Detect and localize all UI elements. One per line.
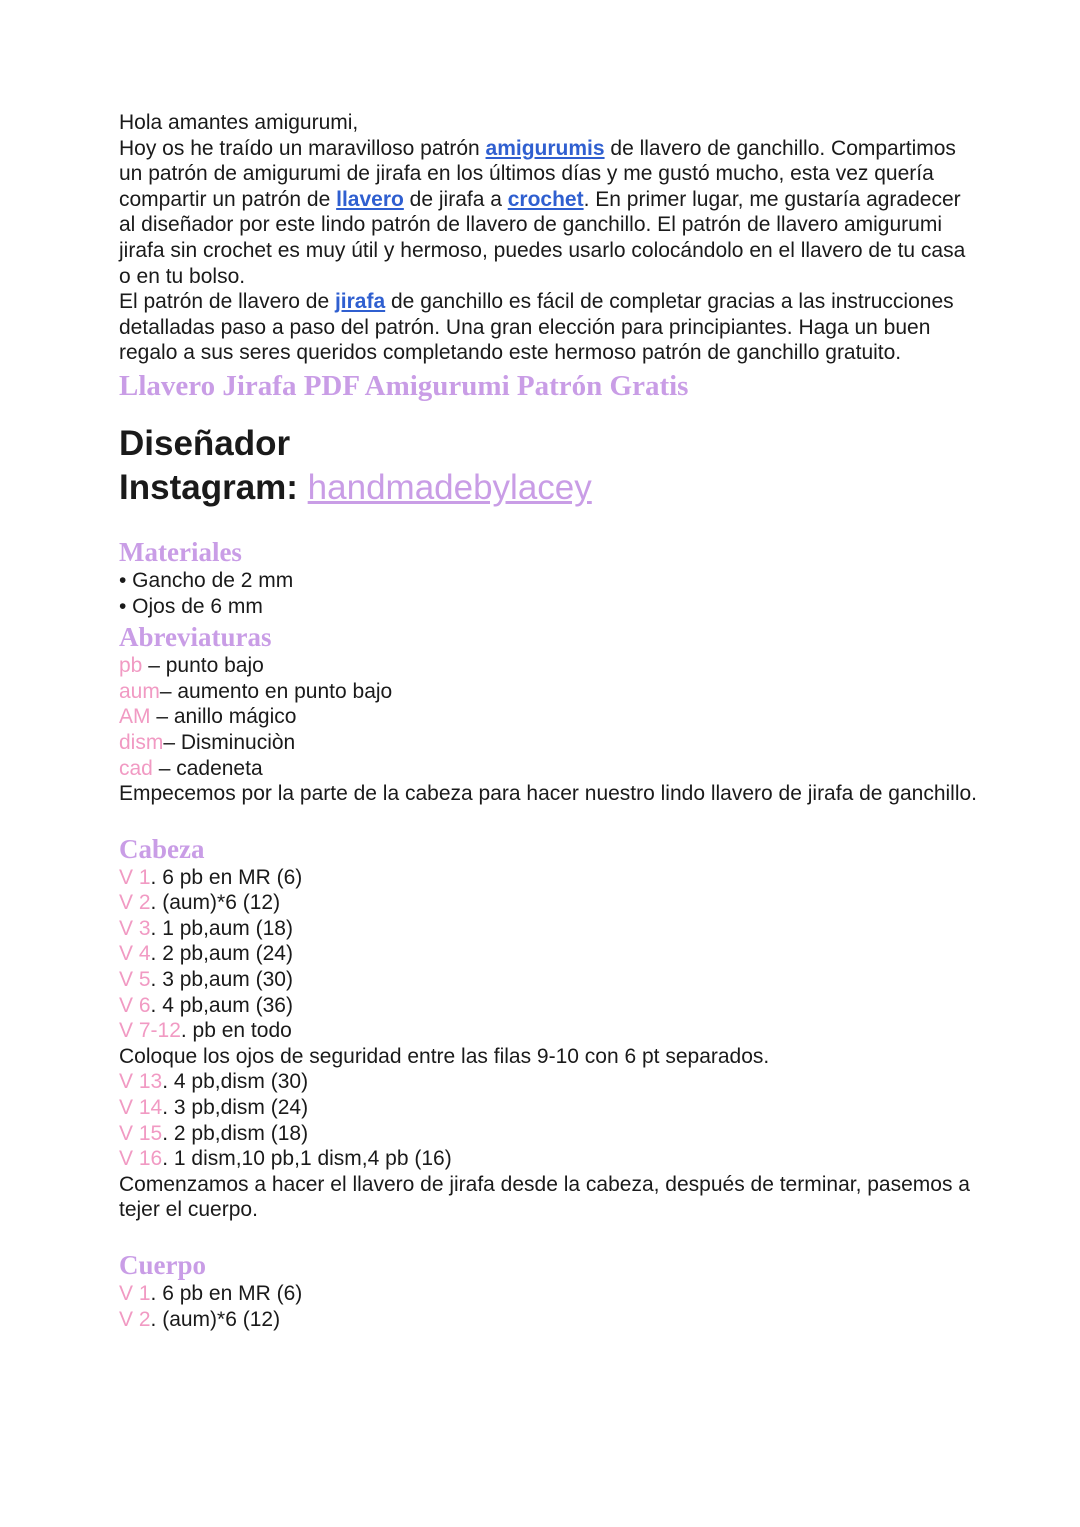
abbreviations-list <box>119 653 979 807</box>
intro-paragraph-2 <box>119 289 979 366</box>
pattern-row <box>119 1018 979 1044</box>
abbreviation-code: AM <box>119 705 151 729</box>
instagram-handle-link[interactable]: handmadebylacey <box>307 467 592 507</box>
pattern-row <box>119 1307 979 1333</box>
abbreviation-item <box>119 679 979 705</box>
pattern-row <box>119 865 979 891</box>
row-instruction: . 3 pb,dism (24) <box>162 1096 309 1120</box>
row-number: V 5 <box>119 968 151 992</box>
page-title: Llavero Jirafa PDF Amigurumi Patrón Gratis <box>119 369 689 402</box>
abbreviation-code: cad <box>119 756 153 780</box>
head-heading: Cabeza <box>119 833 205 864</box>
intro-text: El patrón de llavero de <box>119 290 335 314</box>
row-instruction: . pb en todo <box>180 1019 292 1043</box>
abbreviation-code: aum <box>119 679 160 703</box>
row-number: V 7-12 <box>119 1019 181 1043</box>
eyes-note: Coloque los ojos de seguridad entre las filas 9-10 con 6 pt separados. <box>119 1044 770 1068</box>
abbreviation-item <box>119 653 979 679</box>
crochet-link[interactable]: crochet <box>507 187 584 211</box>
row-instruction: . 4 pb,dism (30) <box>162 1070 309 1094</box>
abbreviation-code: dism <box>119 730 164 754</box>
intro-text: de ganchillo es fácil de completar gracias a las instrucciones detalladas paso a paso del patrón. Una gran elección para principiantes. Haga un buen regalo a sus seres queridos completando este hermoso patrón de ganchillo gratuito. <box>119 290 954 365</box>
row-number: V 3 <box>119 916 151 940</box>
material-item: • Ojos de 6 mm <box>119 594 263 618</box>
abbreviation-item <box>119 756 979 782</box>
pattern-row <box>119 1146 979 1172</box>
intro-paragraph-1 <box>119 136 979 290</box>
abbreviations-heading: Abreviaturas <box>119 622 272 653</box>
pattern-row <box>119 1121 979 1147</box>
instagram-line <box>119 466 979 510</box>
abbreviation-desc: – anillo mágico <box>150 705 297 729</box>
row-number: V 14 <box>119 1096 163 1120</box>
row-number: V 6 <box>119 993 151 1017</box>
document-page <box>119 110 979 1332</box>
row-instruction: . (aum)*6 (12) <box>150 891 281 915</box>
abbreviation-item <box>119 704 979 730</box>
pattern-row <box>119 967 979 993</box>
row-instruction: . 2 pb,aum (24) <box>150 942 293 966</box>
row-number: V 2 <box>119 891 151 915</box>
body-rows <box>119 1281 979 1332</box>
intro-text: Hoy os he traído un maravilloso patrón <box>119 136 486 160</box>
row-instruction: . 6 pb en MR (6) <box>150 1282 303 1305</box>
abbreviation-item <box>119 730 979 756</box>
abbreviation-desc: – punto bajo <box>142 654 264 678</box>
row-instruction: . 3 pb,aum (30) <box>150 968 293 992</box>
pattern-row <box>119 890 979 916</box>
head-end-note: Comenzamos a hacer el llavero de jirafa desde la cabeza, después de terminar, pasemos a tejer el cuerpo. <box>119 1172 970 1222</box>
intro-text: . En primer lugar, me gustaría agradecer al diseñador por este lindo patrón de llavero de ganchillo. El patrón de llavero amigurumi jirafa sin crochet es muy útil y hermoso, puedes usarlo colocándolo en el llavero de tu casa o en tu bolso. <box>119 187 966 288</box>
start-note: Empecemos por la parte de la cabeza para hacer nuestro lindo llavero de jirafa de ganchillo. <box>119 782 978 806</box>
materials-heading: Materiales <box>119 536 242 567</box>
abbreviation-desc: – Disminuciòn <box>163 730 296 754</box>
amigurumis-link[interactable]: amigurumis <box>485 136 605 160</box>
row-number: V 13 <box>119 1070 163 1094</box>
row-number: V 2 <box>119 1307 151 1331</box>
head-rows <box>119 865 979 1223</box>
abbreviation-desc: – cadeneta <box>152 756 263 780</box>
row-number: V 1 <box>119 1282 151 1305</box>
intro-text: de llavero de ganchillo. Compartimos un patrón de amigurumi de jirafa en los últimos días y me gustó mucho, esta vez quería compartir un patrón de <box>119 136 956 211</box>
row-instruction: . 1 pb,aum (18) <box>150 916 293 940</box>
intro-text: de jirafa a <box>403 187 508 211</box>
intro-section <box>119 110 979 366</box>
jirafa-link[interactable]: jirafa <box>334 290 386 314</box>
designer-block <box>119 422 979 510</box>
instagram-label: Instagram: <box>119 467 298 507</box>
material-item: • Gancho de 2 mm <box>119 568 294 592</box>
llavero-link[interactable]: llavero <box>336 187 404 211</box>
row-instruction: . (aum)*6 (12) <box>150 1307 281 1331</box>
row-instruction: . 2 pb,dism (18) <box>162 1121 309 1145</box>
row-number: V 15 <box>119 1121 163 1145</box>
pattern-row <box>119 916 979 942</box>
row-instruction: . 1 dism,10 pb,1 dism,4 pb (16) <box>162 1147 452 1171</box>
greeting-text: Hola amantes amigurumi, <box>119 111 359 134</box>
designer-label: Diseñador <box>119 423 291 463</box>
pattern-row <box>119 1069 979 1095</box>
pattern-row <box>119 1095 979 1121</box>
body-heading: Cuerpo <box>119 1250 206 1280</box>
row-instruction: . 6 pb en MR (6) <box>150 865 303 889</box>
pattern-row <box>119 1281 979 1307</box>
row-number: V 1 <box>119 865 151 889</box>
pattern-row <box>119 941 979 967</box>
abbreviation-desc: – aumento en punto bajo <box>159 679 393 703</box>
row-number: V 4 <box>119 942 151 966</box>
abbreviation-code: pb <box>119 654 143 678</box>
materials-list <box>119 568 979 619</box>
pattern-row <box>119 993 979 1019</box>
row-number: V 16 <box>119 1147 163 1171</box>
row-instruction: . 4 pb,aum (36) <box>150 993 293 1017</box>
